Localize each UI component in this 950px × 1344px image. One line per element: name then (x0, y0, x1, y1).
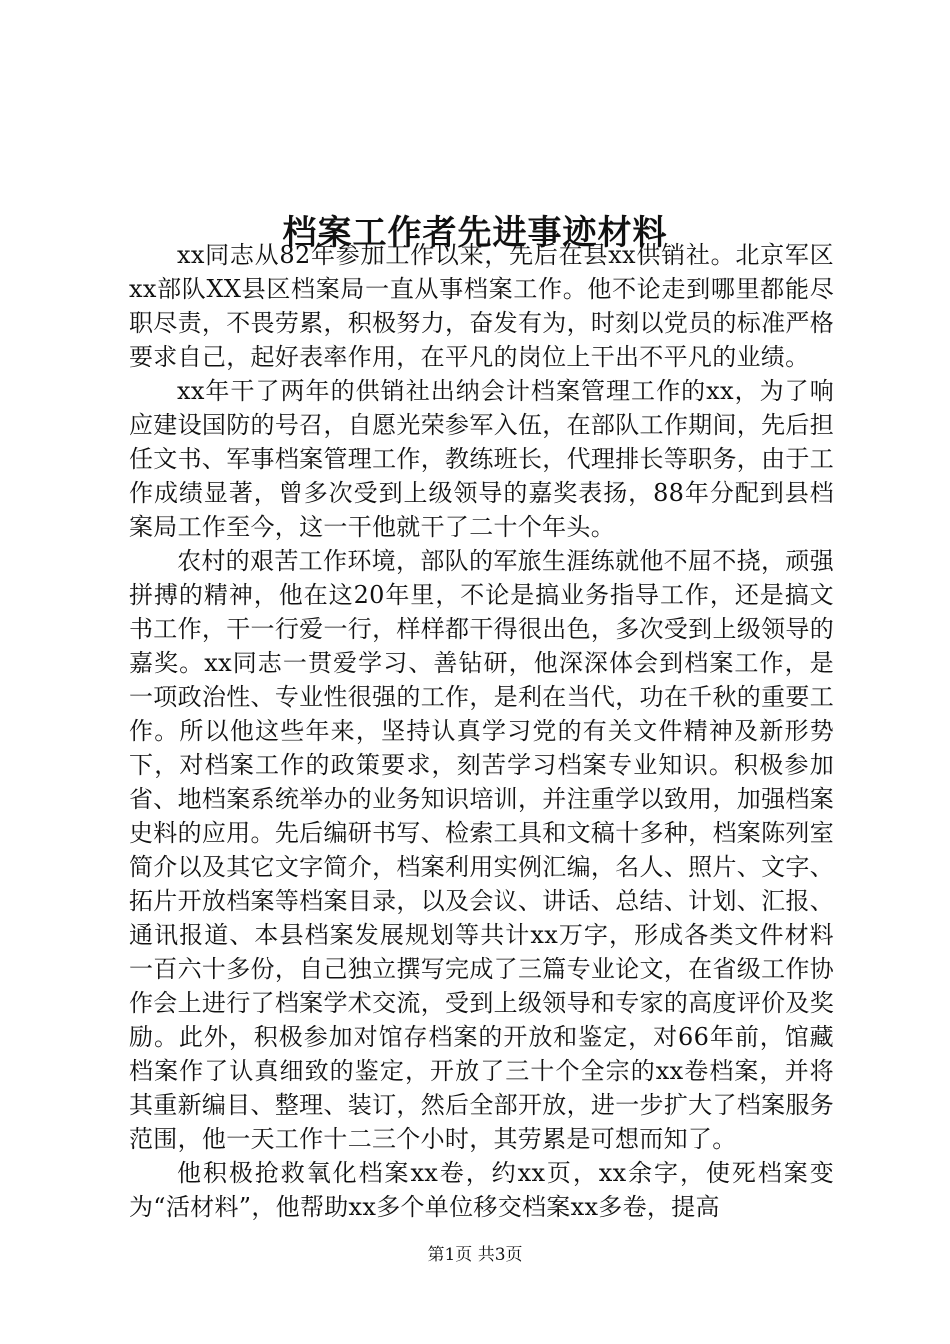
page-title: 档案工作者先进事迹材料 (282, 212, 668, 253)
paragraph-3: 农村的艰苦工作环境，部队的军旅生涯练就他不屈不挠，顽强拼搏的精神，他在这20年里，不论是搞业务指导工作，还是搞文书工作，干一行爱一行，样样都干得很出色，多次受到上级领导的嘉奖。xx同志一贯爱学习、善钻研，他深深体会到档案工作，是一项政治性、专业性很强的工作，是利在当代，功在千秋的重要工作。所以他这些年来，坚持认真学习党的有关文件精神及新形势下，对档案工作的政策要求，刻苦学习档案专业知识。积极参加省、地档案系统举办的业务知识培训，并注重学以致用，加强档案史料的应用。先后编研书写、检索工具和文稿十多种，档案陈列室简介以及其它文字简介，档案利用实例汇编，名人、照片、文字、拓片开放档案等档案目录，以及会议、讲话、总结、计划、汇报、通讯报道、本县档案发展规划等共计xx万字，形成各类文件材料一百六十多份，自己独立撰写完成了三篇专业论文，在省级工作协作会上进行了档案学术交流，受到上级领导和专家的高度评价及奖励。此外，积极参加对馆存档案的开放和鉴定，对66年前，馆藏档案作了认真细致的鉴定，开放了三十个全宗的xx卷档案，并将其重新编目、整理、装订，然后全部开放，进一步扩大了档案服务范围，他一天工作十二三个小时，其劳累是可想而知了。 (129, 547, 834, 1153)
document-body (129, 238, 834, 1224)
paragraph-4: 他积极抢救氧化档案xx卷，约xx页，xx余字，使死档案变为“活材料”，他帮助xx多个单位移交档案xx多卷，提高 (129, 1159, 834, 1221)
paragraph-2: xx年干了两年的供销社出纳会计档案管理工作的xx，为了响应建设国防的号召，自愿光荣参军入伍，在部队工作期间，先后担任文书、军事档案管理工作，教练班长，代理排长等职务，由于工作成绩显著，曾多次受到上级领导的嘉奖表扬，88年分配到县档案局工作至今，这一干他就干了二十个年头。 (129, 377, 834, 541)
page-number: 第1页 共3页 (427, 1245, 523, 1265)
paragraph-1: xx同志从82年参加工作以来，先后在县xx供销社。北京军区xx部队XX县区档案局一直从事档案工作。他不论走到哪里都能尽职尽责，不畏劳累，积极努力，奋发有为，时刻以党员的标准严格要求自己，起好表率作用，在平凡的岗位上干出不平凡的业绩。 (129, 241, 834, 371)
